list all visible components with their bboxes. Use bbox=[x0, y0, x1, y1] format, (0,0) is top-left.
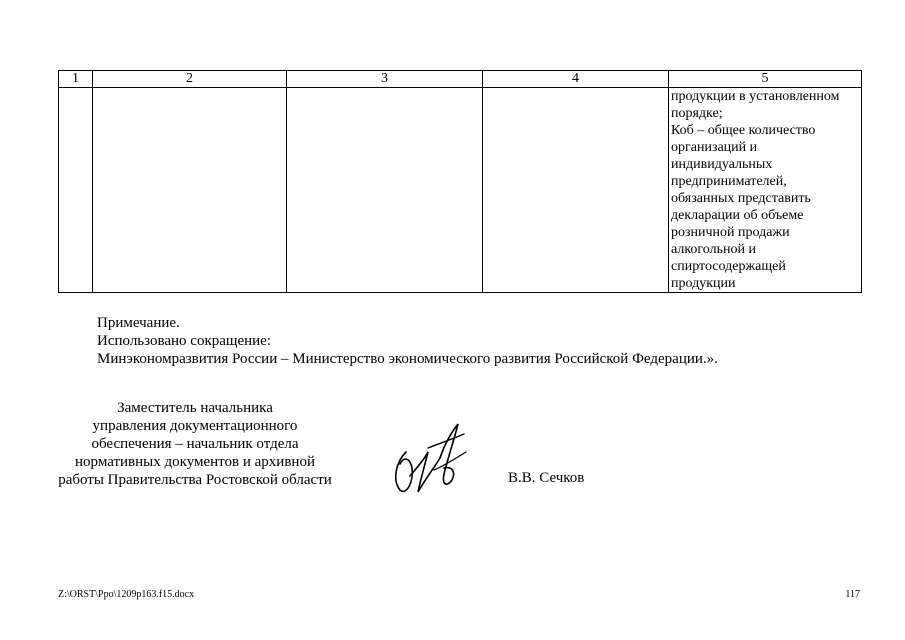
note-block bbox=[97, 314, 718, 368]
note-title: Примечание. bbox=[97, 315, 180, 331]
column-header-5: 5 bbox=[669, 71, 862, 88]
cell-text-line: алкогольной и bbox=[671, 242, 756, 257]
note-line-2: Минэкономразвития России – Министерство экономического развития Российской Федерации.». bbox=[97, 351, 718, 367]
cell-text-line: порядке; bbox=[671, 106, 723, 121]
column-header-1: 1 bbox=[59, 71, 93, 88]
cell-text-line: предпринимателей, bbox=[671, 174, 787, 189]
table-header-row bbox=[59, 71, 862, 88]
table-cell-5 bbox=[669, 88, 862, 293]
data-table bbox=[58, 70, 862, 293]
footer-page-number: 117 bbox=[845, 589, 860, 600]
table-cell-3 bbox=[287, 88, 483, 293]
column-header-4: 4 bbox=[483, 71, 669, 88]
footer-file-path: Z:\ORST\Ppo\1209p163.f15.docx bbox=[58, 589, 195, 600]
table-row bbox=[59, 88, 862, 293]
cell-text-line: декларации об объеме bbox=[671, 208, 804, 223]
column-header-2: 2 bbox=[93, 71, 287, 88]
cell-text-line: обязанных представить bbox=[671, 191, 811, 206]
column-header-3: 3 bbox=[287, 71, 483, 88]
cell-text-line: Коб – общее количество bbox=[671, 123, 816, 138]
signatory-title-line: обеспечения – начальник отдела bbox=[91, 436, 299, 452]
signer-name: В.В. Сечков bbox=[508, 470, 585, 486]
cell-text-line: продукции bbox=[671, 276, 736, 291]
note-line-1: Использовано сокращение: bbox=[97, 333, 271, 349]
signatory-title-line: нормативных документов и архивной bbox=[75, 454, 315, 470]
signatory-title-line: управления документационного bbox=[92, 418, 298, 434]
cell-text-line: спиртосодержащей bbox=[671, 259, 786, 274]
cell-text-line: организаций и bbox=[671, 140, 758, 155]
signatory-title-line: Заместитель начальника bbox=[117, 400, 273, 416]
table-cell-1 bbox=[59, 88, 93, 293]
cell-text-line: индивидуальных bbox=[671, 157, 773, 172]
table-cell-2 bbox=[93, 88, 287, 293]
cell-text-line: розничной продажи bbox=[671, 225, 790, 240]
signatory-title-line: работы Правительства Ростовской области bbox=[58, 472, 332, 488]
signatory-title bbox=[50, 399, 340, 489]
handwritten-signature bbox=[388, 418, 470, 498]
table-cell-4 bbox=[483, 88, 669, 293]
cell-text-line: продукции в установленном bbox=[671, 89, 840, 104]
